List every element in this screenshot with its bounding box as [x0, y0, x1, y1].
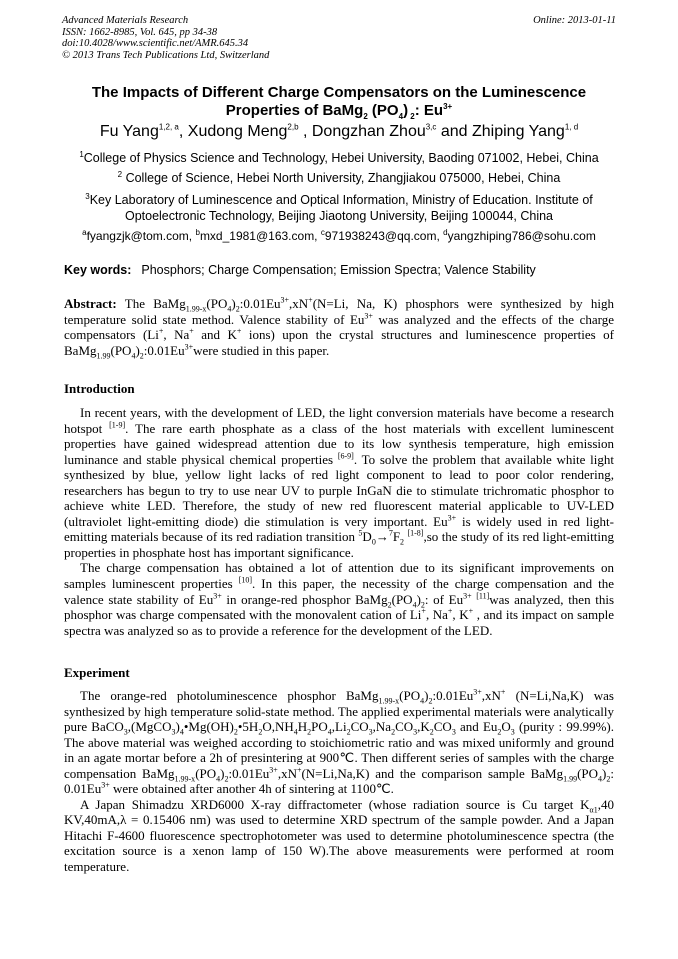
paragraph: In recent years, with the development of LED, the light conversion materials have become a research hotspot [1-9]. The rare earth phosphate as a class of the host materials with excellent luminescent properties have gained widespread attention due to its low synthesis temperature, high emission luminance and stable physical chemical properties [6-9]. To solve the problem that available white light synthesized by blue, yellow light lacks of red light component to lead to poor color rendering, researchers has begun to try to use near UV to purple InGaN die to stimulate trichromatic phosphor to achieve white LED. Therefore, the study of new red fluorescent material applicable to UV-LED (ultraviolet light-emitting diode) die stimulation is very important. $Eu^{3+}$ is widely used in red light-emitting materials because of its red radiation transition $^5D_0\to^7F_2$ [1-8],so the study of its red light-emitting properties in phosphate host has important significance. — [64, 405, 614, 560]
paper-title — [40, 84, 638, 120]
abstract: Abstract: The $BaMg_{1.99-x}(PO_4)_2:0.01Eu^{3+},xN^+(N=Li$, Na, K) phosphors were synthesized by high temperature solid state method. Valence stability of $Eu^{3+}$ was analyzed and the effects of the charge compensators (Li+, Na+ and K+ ions) upon the crystal structures and luminescence properties of $BaMg_{1.99}(PO_4)_2:0.01Eu^{3+}were$ studied in this paper. — [64, 295, 614, 361]
email-link: fyangzjk@tom.com, — [86, 229, 196, 243]
journal-name: Advanced Materials Research — [62, 15, 189, 26]
keywords-label: Key words: — [64, 263, 132, 277]
introduction-text — [64, 405, 614, 638]
title-line-2: Properties of BaMg$_2$ $(PO_4)$ $_2$: $Eu^{3+}$ — [225, 102, 453, 121]
section-heading-introduction: Introduction — [64, 381, 135, 396]
paragraph: A Japan Shimadzu XRD6000 X-ray diffractometer (whose radiation source is Cu target $K_{\alpha 1},40$ KV,40mA,λ = 0.15406 nm) was used to determine XRD spectrum of the sample powder. And a Japan Hitachi F-4600 fluorescence spectrophotometer was used to determine photoluminescence spectra (the excitation source is a xenon lamp of 150 W).The above measurements were performed at room temperature. — [64, 796, 614, 875]
email-link: mxd_1981@163.com, — [199, 229, 321, 243]
email-link: yangzhiping786@sohu.com — [447, 229, 596, 243]
affiliation-1: $^1$College of Physics Science and Technology, Hebei University, Baoding 071002, Hebei, China — [79, 149, 599, 165]
paragraph: The charge compensation has obtained a lot of attention due to its significant improvements on samples luminescent properties [10]. In this paper, the necessity of the charge compensation and the valence state stability of $Eu^{3+}$ in orange-red phosphor $BaMg_2(PO_4)_2$: of $Eu^{3+}$ [11]was analyzed, then this phosphor was charge compensated with the monovalent cation of Li+, Na+, K+ , and its impact on sample spectra was analyzed so as to provide a reference for the development of the LED. — [64, 560, 615, 638]
issn-line: ISSN: 1662-8985, Vol. 645, pp 34-38 — [62, 26, 218, 38]
author-name: Fu Yang — [99, 123, 159, 140]
author-name: Dongzhan Zhou — [311, 123, 426, 140]
doi-line: doi:10.4028/www.scientific.net/AMR.645.34 — [62, 38, 249, 49]
keywords — [64, 262, 624, 278]
author-name: Zhiping Yang — [472, 123, 565, 140]
copyright-line: © 2013 Trans Tech Publications Ltd, Switzerland — [62, 49, 270, 61]
keywords-text: Phosphors; Charge Compensation; Emission Spectra; Valence Stability — [141, 263, 536, 277]
affiliation-2: $^2$ College of Science, Hebei North University, Zhangjiakou 075000, Hebei, China — [117, 169, 561, 185]
title-line-1: The Impacts of Different Charge Compensators on the Luminescence — [91, 84, 587, 101]
paragraph: The orange-red photoluminescence phosphor $BaMg_{1.99-x}(PO_4)_2:0.01Eu^{3+},xN^+$ (N=Li,Na,K) was synthesized by high temperature solid-state method. The applied experimental materials were analytically pure $BaCO_3,(MgCO_3)_4•Mg(OH)_2•5H_2O,NH_4H_2PO_4,Li_2CO_3,Na_2CO_3,K_2CO_3$ and $Eu_2O_3$ (purity : 99.99%). The above material was weighed according to stoichiometric ratio and was mixed uniformly and ground in an agate mortar before a 2h of presintering at 900℃. Then different series of samples with the charge compensation $BaMg_{1.99-x}(PO_4)_2:0.01Eu^{3+},xN^+(N=Li,Na,K)$ and the comparison sample $BaMg_{1.99}(PO_4)_2$: $0.01Eu^{3+}$ were obtained after another 4h of sintering at 1100℃. — [64, 687, 614, 797]
section-heading-experiment: Experiment — [64, 665, 130, 680]
experiment-text — [64, 688, 614, 875]
online-date: Online: 2013-01-11 — [533, 15, 616, 26]
author-emails: $^a$fyangzjk@tom.com, $^b$mxd_1981@163.com, $^c$971938243@qq.com, $^d$yangzhiping786@sohu.com — [82, 228, 596, 243]
affiliation-3: $^3$Key Laboratory of Luminescence and Optical Information, Ministry of Education. Institute of Optoelectronic Technology, Beijing Jiaotong University, Beijing 100044, China — [85, 191, 593, 223]
journal-header — [62, 15, 616, 61]
author-name: Xudong Meng — [187, 123, 288, 140]
author-list: Fu Yang$^{1,2, a}$, Xudong Meng$^{2,b}$ , Dongzhan Zhou$^{3,c}$ and Zhiping Yang$^{1, d}$ — [99, 122, 579, 140]
email-link: 971938243@qq.com, — [324, 229, 444, 243]
abstract-label: Abstract: — [64, 296, 117, 311]
